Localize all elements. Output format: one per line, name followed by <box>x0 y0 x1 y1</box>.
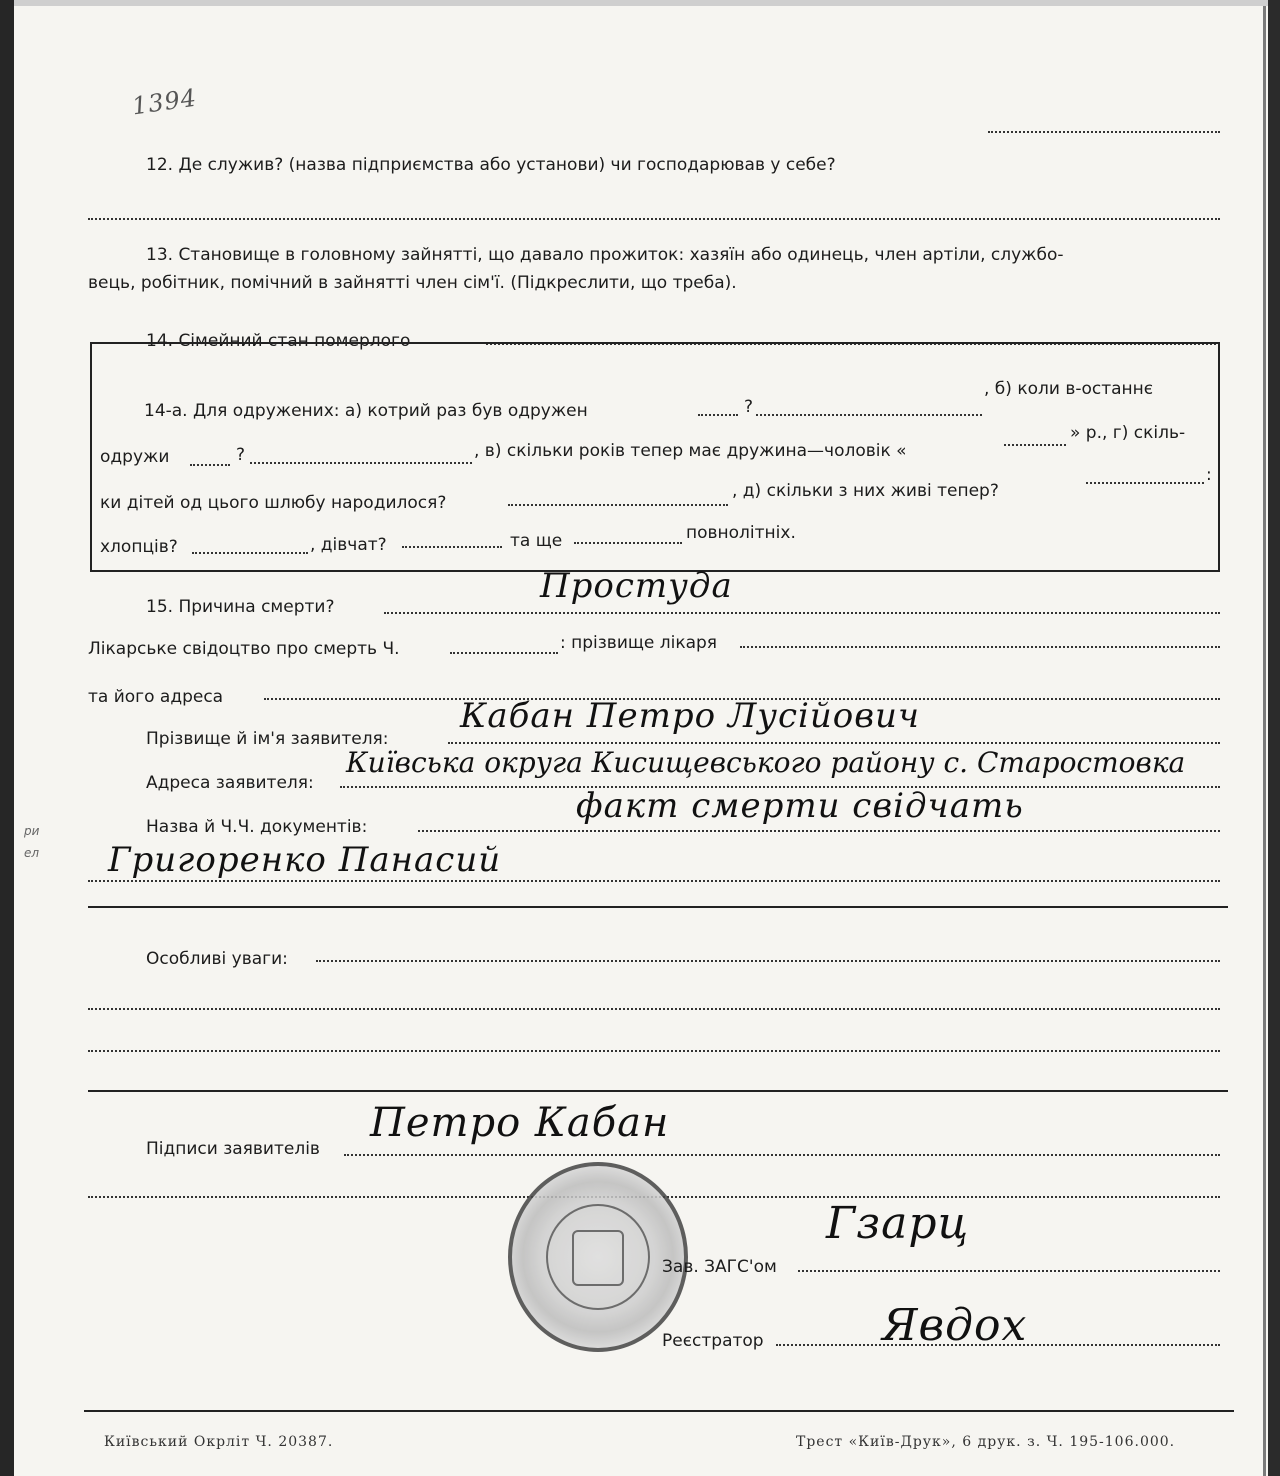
q14a-dots-7 <box>1086 482 1204 484</box>
binding-edge-right <box>1268 0 1280 1476</box>
q14a-dots-10 <box>574 542 682 544</box>
q14a-line-1-b: , б) коли в-останнє <box>984 379 1154 399</box>
zags-head-signature: Гзарц <box>826 1198 970 1249</box>
registrar-label: Реєстратор <box>662 1331 764 1351</box>
q14a-line-4-b: , дівчат? <box>310 535 387 555</box>
doctor-name-label: : прізвище лікаря <box>560 633 718 653</box>
seal-inner-ring <box>546 1204 650 1310</box>
q14a-dots-1 <box>698 414 738 416</box>
question-13-line-2: вець, робітник, помічний в зайнятті член сім'ї. (Підкреслити, що треба). <box>88 273 737 293</box>
q14a-dots-6 <box>508 504 728 506</box>
medical-certificate-line <box>450 652 558 654</box>
documents-line <box>418 830 1220 832</box>
q14a-line-4-a: хлопців? <box>100 537 178 557</box>
documents-value-1: факт смерти свідчать <box>576 786 1024 826</box>
applicant-name-line <box>448 742 1220 744</box>
cause-of-death-value: Простуда <box>540 566 733 606</box>
documents-label: Назва й Ч.Ч. документів: <box>146 817 368 837</box>
q14a-line-4-c: та ще <box>510 531 563 551</box>
signatures-line <box>344 1154 1220 1156</box>
applicant-name-value: Кабан Петро Лусійович <box>460 696 921 736</box>
q14a-dots-3 <box>190 464 230 466</box>
question-13-line-1: 13. Становище в головному зайнятті, що давало прожиток: хазяїн або одинець, член артіли, службо- <box>146 245 1064 265</box>
margin-note: ри ел <box>24 824 40 860</box>
q14a-line-3-c: : <box>1206 465 1212 485</box>
remarks-line-1 <box>316 960 1220 962</box>
q14a-dots-9 <box>402 546 502 548</box>
documents-line-2 <box>88 880 1220 882</box>
married-section-box <box>90 342 1220 572</box>
zags-head-line <box>798 1270 1220 1272</box>
footer-printer-left: Київський Окрліт Ч. 20387. <box>104 1434 334 1450</box>
q14a-dots-8 <box>192 552 308 554</box>
q14a-line-2-b: , в) скільки років тепер має дружина—чоловік « <box>474 441 907 461</box>
zags-head-label: Зав. ЗАГС'ом <box>662 1257 777 1277</box>
question-15: 15. Причина смерти? <box>146 597 335 617</box>
q14a-line-4-d: повнолітніх. <box>686 523 796 543</box>
medical-certificate-label: Лікарське свідоцтво про смерть Ч. <box>88 639 400 659</box>
binding-edge-left <box>0 0 14 1476</box>
q14a-line-1-a: 14-а. Для одружених: а) котрий раз був одружен <box>144 401 588 421</box>
q14a-line-3-b: , д) скільки з них живі тепер? <box>732 481 999 501</box>
applicant-name-label: Прізвище й ім'я заявителя: <box>146 729 389 749</box>
official-seal <box>508 1162 688 1352</box>
q14a-mark-2: ? <box>236 445 246 465</box>
section-divider-2 <box>88 1090 1228 1092</box>
seal-emblem-icon <box>572 1230 624 1286</box>
q15-answer-line <box>384 612 1220 614</box>
q14a-line-2-a: одружи <box>100 447 170 467</box>
question-14: 14. Сімейний стан померлого <box>146 331 411 351</box>
archive-number: 1394 <box>130 83 199 121</box>
q14a-dots-2 <box>756 414 982 416</box>
applicant-signature: Петро Кабан <box>370 1100 670 1146</box>
doctor-name-line <box>740 646 1220 648</box>
q14a-dots-5 <box>1004 444 1066 446</box>
section-divider-1 <box>88 906 1228 908</box>
q12-answer-line-2 <box>88 218 1220 220</box>
binding-edge-right-inner <box>1263 0 1266 1476</box>
q14a-line-2-c: » р., г) скіль- <box>1070 423 1186 443</box>
q12-answer-line <box>988 131 1220 133</box>
documents-value-2: Григоренко Панасий <box>108 840 502 880</box>
question-12: 12. Де служив? (назва підприємства або установи) чи господарював у себе? <box>146 155 836 175</box>
applicant-address-label: Адреса заявителя: <box>146 773 314 793</box>
footer-printer-right: Трест «Київ-Друк», 6 друк. з. Ч. 195-106.000. <box>796 1434 1176 1450</box>
applicant-address-value: Київська округа Кисищевського району с. Старостовка <box>346 746 1186 779</box>
page-top-edge <box>14 0 1268 6</box>
q14a-line-3-a: ки дітей од цього шлюбу народилося? <box>100 493 447 513</box>
registrar-signature: Явдох <box>882 1300 1028 1351</box>
signatures-label: Підписи заявителів <box>146 1139 320 1159</box>
remarks-line-2 <box>88 1008 1220 1010</box>
remarks-line-3 <box>88 1050 1220 1052</box>
doctor-address-label: та його адреса <box>88 687 224 707</box>
q14a-mark-1: ? <box>744 397 754 417</box>
q14a-dots-4 <box>250 462 472 464</box>
footer-rule <box>84 1410 1234 1412</box>
remarks-label: Особливі уваги: <box>146 949 288 969</box>
